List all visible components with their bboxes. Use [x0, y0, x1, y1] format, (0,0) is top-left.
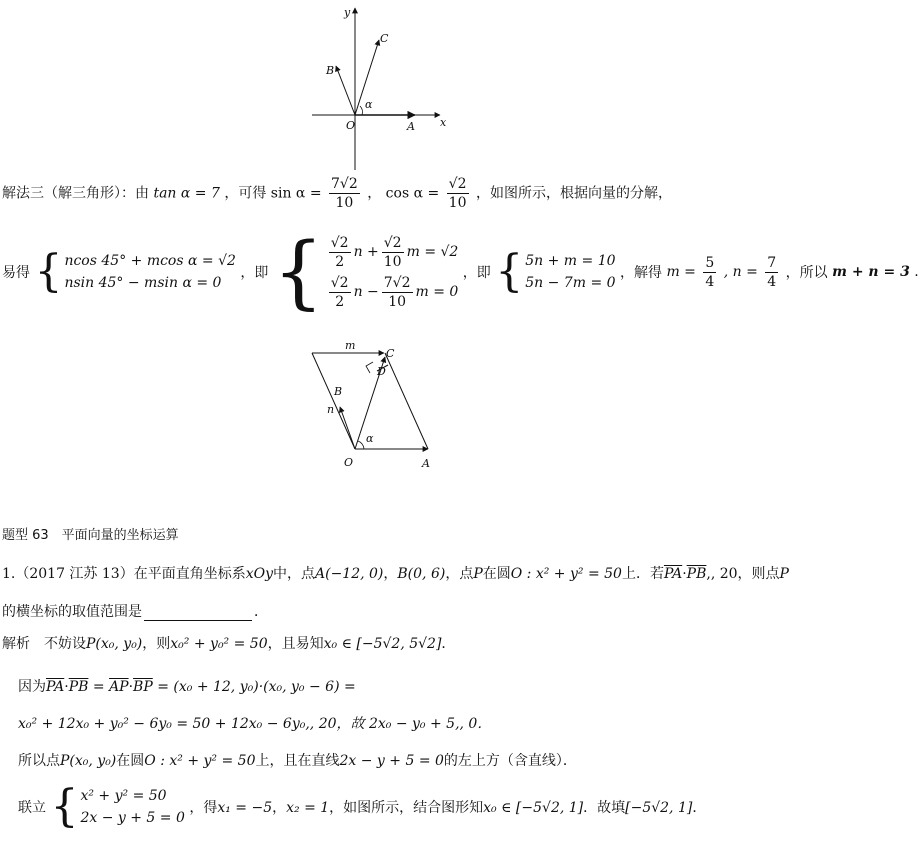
- section-title: 题型 63 平面向量的坐标运算: [2, 528, 179, 543]
- n-den: 4: [767, 273, 777, 290]
- sol-l5-end: ．: [692, 800, 707, 816]
- s2r2-b-num: 7√2: [383, 274, 411, 291]
- sol-l5-c: ，: [272, 800, 287, 816]
- label-n: n: [327, 403, 335, 416]
- sol-l4-circle: O : x² + y² = 50: [144, 753, 256, 769]
- s2r2-a-den: 2: [335, 293, 345, 310]
- problem-text-e: 上．若: [621, 566, 664, 582]
- sol-l1-a: 不妨设: [30, 636, 86, 652]
- label-b: B: [334, 385, 343, 398]
- circle-equation: O : x² + y² = 50: [510, 566, 622, 582]
- tan-expr: tan α = 7: [153, 185, 220, 202]
- system2-row2: [326, 272, 459, 312]
- system-period: .: [914, 264, 919, 280]
- system3-row1: 5n + m = 10: [525, 253, 616, 269]
- sol-l4-p: P(x₀, y₀): [60, 753, 117, 769]
- sin-lhs: sin α =: [270, 185, 322, 202]
- cos-numerator: √2: [448, 176, 467, 192]
- sol-l5-ans: [−5√2, 1]: [625, 800, 693, 816]
- sol-l4-c: 上，且在直线: [255, 753, 340, 769]
- s2r2-end: m = 0: [415, 284, 459, 300]
- sol-l2-ap: $\overline{AP}$: [109, 679, 129, 695]
- solution-system-row1: x² + y² = 50: [80, 788, 167, 804]
- point-b: B(0, 6): [397, 566, 446, 582]
- system-yide: 易得: [2, 265, 30, 281]
- problem-text-c: ，点: [445, 566, 474, 582]
- segment-left: [312, 353, 355, 449]
- sol-l5-a: 联立: [18, 800, 46, 816]
- solution-system: [50, 781, 185, 832]
- method3-comma: ，: [367, 185, 382, 202]
- m-lhs: m =: [666, 264, 696, 280]
- method3-tail: ，如图所示，根据向量的分解，: [475, 185, 672, 202]
- system2-row1: [326, 232, 459, 272]
- s2r1-b-num: √2: [383, 234, 402, 251]
- sin-fraction: [329, 175, 360, 212]
- s2r2-b-den: 10: [388, 293, 407, 310]
- right-angle-mark: [366, 362, 373, 373]
- solution-line5: [18, 781, 707, 832]
- system-ji2: ，即: [462, 265, 491, 281]
- s2r2-a-num: √2: [330, 274, 349, 291]
- label-y: y: [344, 6, 351, 19]
- vector-ob: [336, 66, 355, 115]
- sol-l4-a: 所以点: [18, 753, 60, 769]
- vector-ob: [340, 407, 355, 449]
- s2r1-end: m = √2: [406, 244, 459, 260]
- sol-l1-eq: x₀² + y₀² = 50: [170, 636, 268, 652]
- system1: [34, 246, 236, 297]
- label-m: m: [345, 339, 356, 352]
- system3-row2: 5n − 7m = 0: [525, 275, 616, 291]
- figure-axes-diagram: [300, 0, 460, 172]
- problem-sep: ，: [383, 566, 398, 582]
- method3-line: [2, 175, 672, 212]
- sol-l5-d: ，如图所示，结合图形知: [329, 800, 484, 816]
- dot-symbol: ·: [682, 566, 687, 582]
- dot-symbol: ·: [128, 679, 134, 695]
- sol-l1-range: x₀ ∈ [−5√2, 5√2]: [323, 636, 442, 652]
- solution-label: 解析: [2, 636, 30, 652]
- sol-l2-rest: = (x₀ + 12, y₀)·(x₀, y₀ − 6) =: [152, 679, 356, 695]
- system-suoyi: ，所以: [785, 265, 828, 281]
- vector-pb: $\overline{PB}$: [686, 566, 707, 582]
- angle-arc: [360, 106, 362, 115]
- sol-l5-range: x₀ ∈ [−5√2, 1]: [483, 800, 584, 816]
- s2r2-mid: n −: [353, 284, 379, 300]
- label-d: D: [377, 365, 386, 378]
- problem-line1: [2, 563, 789, 583]
- sol-l1-end: ．: [441, 636, 456, 652]
- sol-l2-eq: =: [88, 679, 110, 695]
- sol-l5-x2: x₂ = 1: [286, 800, 330, 816]
- problem-text-f: ,, 20，则点: [706, 566, 780, 582]
- sol-l2-pb: $\overline{PB}$: [68, 679, 89, 695]
- segment-right: [385, 353, 428, 449]
- label-o: O: [344, 456, 354, 469]
- system3: [495, 246, 616, 297]
- sol-l4-d: 的左上方（含直线）．: [443, 753, 577, 769]
- cos-fraction: [447, 175, 469, 212]
- sol-l2-pa: $\overline{PA}$: [46, 679, 65, 695]
- answer-blank: [144, 620, 252, 621]
- system-result: m + n = 3: [832, 264, 910, 280]
- solution-line2: [18, 676, 356, 696]
- solution-line3: x₀² + 12x₀ + y₀² − 6y₀ = 50 + 12x₀ − 6y₀,, 20，故 2x₀ − y₀ + 5,, 0．: [18, 716, 492, 732]
- system2: [272, 225, 459, 318]
- label-alpha: α: [366, 432, 374, 445]
- s2r1-a-den: 2: [335, 253, 345, 270]
- label-alpha: α: [365, 98, 373, 111]
- m-num: 5: [705, 254, 715, 271]
- label-b: B: [326, 64, 335, 77]
- label-a: A: [422, 457, 430, 470]
- label-a: A: [407, 120, 415, 133]
- system1-row2: nsin 45° − msin α = 0: [64, 275, 222, 291]
- solution-system-row2: 2x − y + 5 = 0: [80, 810, 185, 826]
- cos-lhs: cos α =: [385, 185, 440, 202]
- system2-brace: {: [272, 225, 324, 318]
- problem-line2: [2, 601, 268, 621]
- vector-pa: $\overline{PA}$: [663, 566, 683, 582]
- system-jiede: ，解得: [619, 265, 662, 281]
- system1-row1: ncos 45° + mcos α = √2: [64, 253, 236, 269]
- sin-numerator: 7√2: [331, 176, 358, 192]
- label-o: O: [346, 119, 356, 132]
- solution-line4: [18, 750, 577, 770]
- problem-text-b: 中，点: [273, 566, 315, 582]
- point-p-2: P: [779, 566, 789, 582]
- sol-l5-b: ，得: [189, 800, 218, 816]
- sol-l1-p: P(x₀, y₀): [86, 636, 143, 652]
- sol-l1-c: ，且易知: [267, 636, 324, 652]
- sol-l5-e: ．故填: [583, 800, 626, 816]
- label-x: x: [440, 116, 447, 129]
- s2r1-a-num: √2: [330, 234, 349, 251]
- cos-denominator: 10: [448, 195, 467, 211]
- label-c: C: [380, 32, 389, 45]
- n-num: 7: [767, 254, 777, 271]
- sol-l2-a: 因为: [18, 679, 46, 695]
- system1-brace: {: [34, 246, 63, 297]
- system3-brace: {: [495, 246, 524, 297]
- system-line: [2, 225, 919, 318]
- figure-parallelogram-diagram: [300, 335, 450, 475]
- label-c: C: [386, 347, 395, 360]
- sol-l4-line: 2x − y + 5 = 0: [339, 753, 444, 769]
- problem-line2-text: 的横坐标的取值范围是: [2, 604, 142, 620]
- sin-denominator: 10: [335, 195, 354, 211]
- problem-text-a: 1.（2017 江苏 13）在平面直角坐标系: [2, 566, 246, 582]
- sol-l2-bp: $\overline{BP}$: [133, 679, 153, 695]
- solution-system-brace: {: [50, 781, 79, 832]
- method3-kede: ，可得: [224, 185, 267, 202]
- problem-xoy: xOy: [245, 566, 273, 582]
- angle-arc: [358, 441, 364, 449]
- sol-l4-b: 在圆: [116, 753, 145, 769]
- s2r1-mid: n +: [353, 244, 379, 260]
- problem-text-d: 在圆: [482, 566, 511, 582]
- system-ji1: ，即: [240, 265, 269, 281]
- s2r1-b-den: 10: [383, 253, 402, 270]
- point-a: A(−12, 0): [315, 566, 384, 582]
- sol-l1-b: ，则: [142, 636, 171, 652]
- n-lhs: , n =: [723, 264, 758, 280]
- method3-heading: 解法三（解三角形）：由: [2, 185, 149, 202]
- solution-line1: [2, 633, 455, 653]
- m-den: 4: [705, 273, 715, 290]
- problem-line2-end: ．: [254, 604, 268, 620]
- point-p: P: [473, 566, 483, 582]
- dot-symbol: ·: [64, 679, 69, 695]
- sol-l5-x1: x₁ = −5: [217, 800, 273, 816]
